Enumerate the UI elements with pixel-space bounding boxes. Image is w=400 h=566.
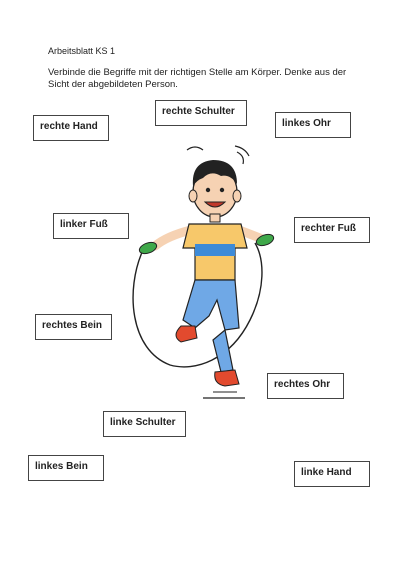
motion-lines-right-outer	[235, 146, 249, 156]
shirt-stripe	[195, 244, 235, 256]
left-ear	[233, 190, 241, 202]
head	[189, 160, 241, 217]
left-shoe	[215, 370, 239, 386]
label-rechte-schulter: rechte Schulter	[155, 100, 247, 126]
left-leg	[213, 330, 233, 372]
label-linkes-bein: linkes Bein	[28, 455, 104, 481]
label-linke-hand: linke Hand	[294, 461, 370, 487]
neck	[210, 214, 220, 222]
label-linke-schulter: linke Schulter	[103, 411, 186, 437]
right-ear	[189, 190, 197, 202]
worksheet-header: Arbeitsblatt KS 1	[48, 46, 116, 56]
right-shoe	[176, 326, 197, 342]
label-rechtes-bein: rechtes Bein	[35, 314, 112, 340]
eye	[206, 188, 210, 192]
motion-lines	[187, 147, 203, 150]
label-rechter-fuss: rechter Fuß	[294, 217, 370, 243]
label-rechte-hand: rechte Hand	[33, 115, 109, 141]
pants	[183, 280, 239, 330]
label-linkes-ohr: linkes Ohr	[275, 112, 351, 138]
boy-jumping-rope-illustration	[115, 140, 275, 405]
worksheet-instructions: Verbinde die Begriffe mit der richtigen Stelle am Körper. Denke aus der Sicht der abgebildeten Person.	[48, 67, 347, 90]
label-rechtes-ohr: rechtes Ohr	[267, 373, 344, 399]
motion-lines-right	[237, 152, 243, 164]
label-linker-fuss: linker Fuß	[53, 213, 129, 239]
eye	[220, 188, 224, 192]
